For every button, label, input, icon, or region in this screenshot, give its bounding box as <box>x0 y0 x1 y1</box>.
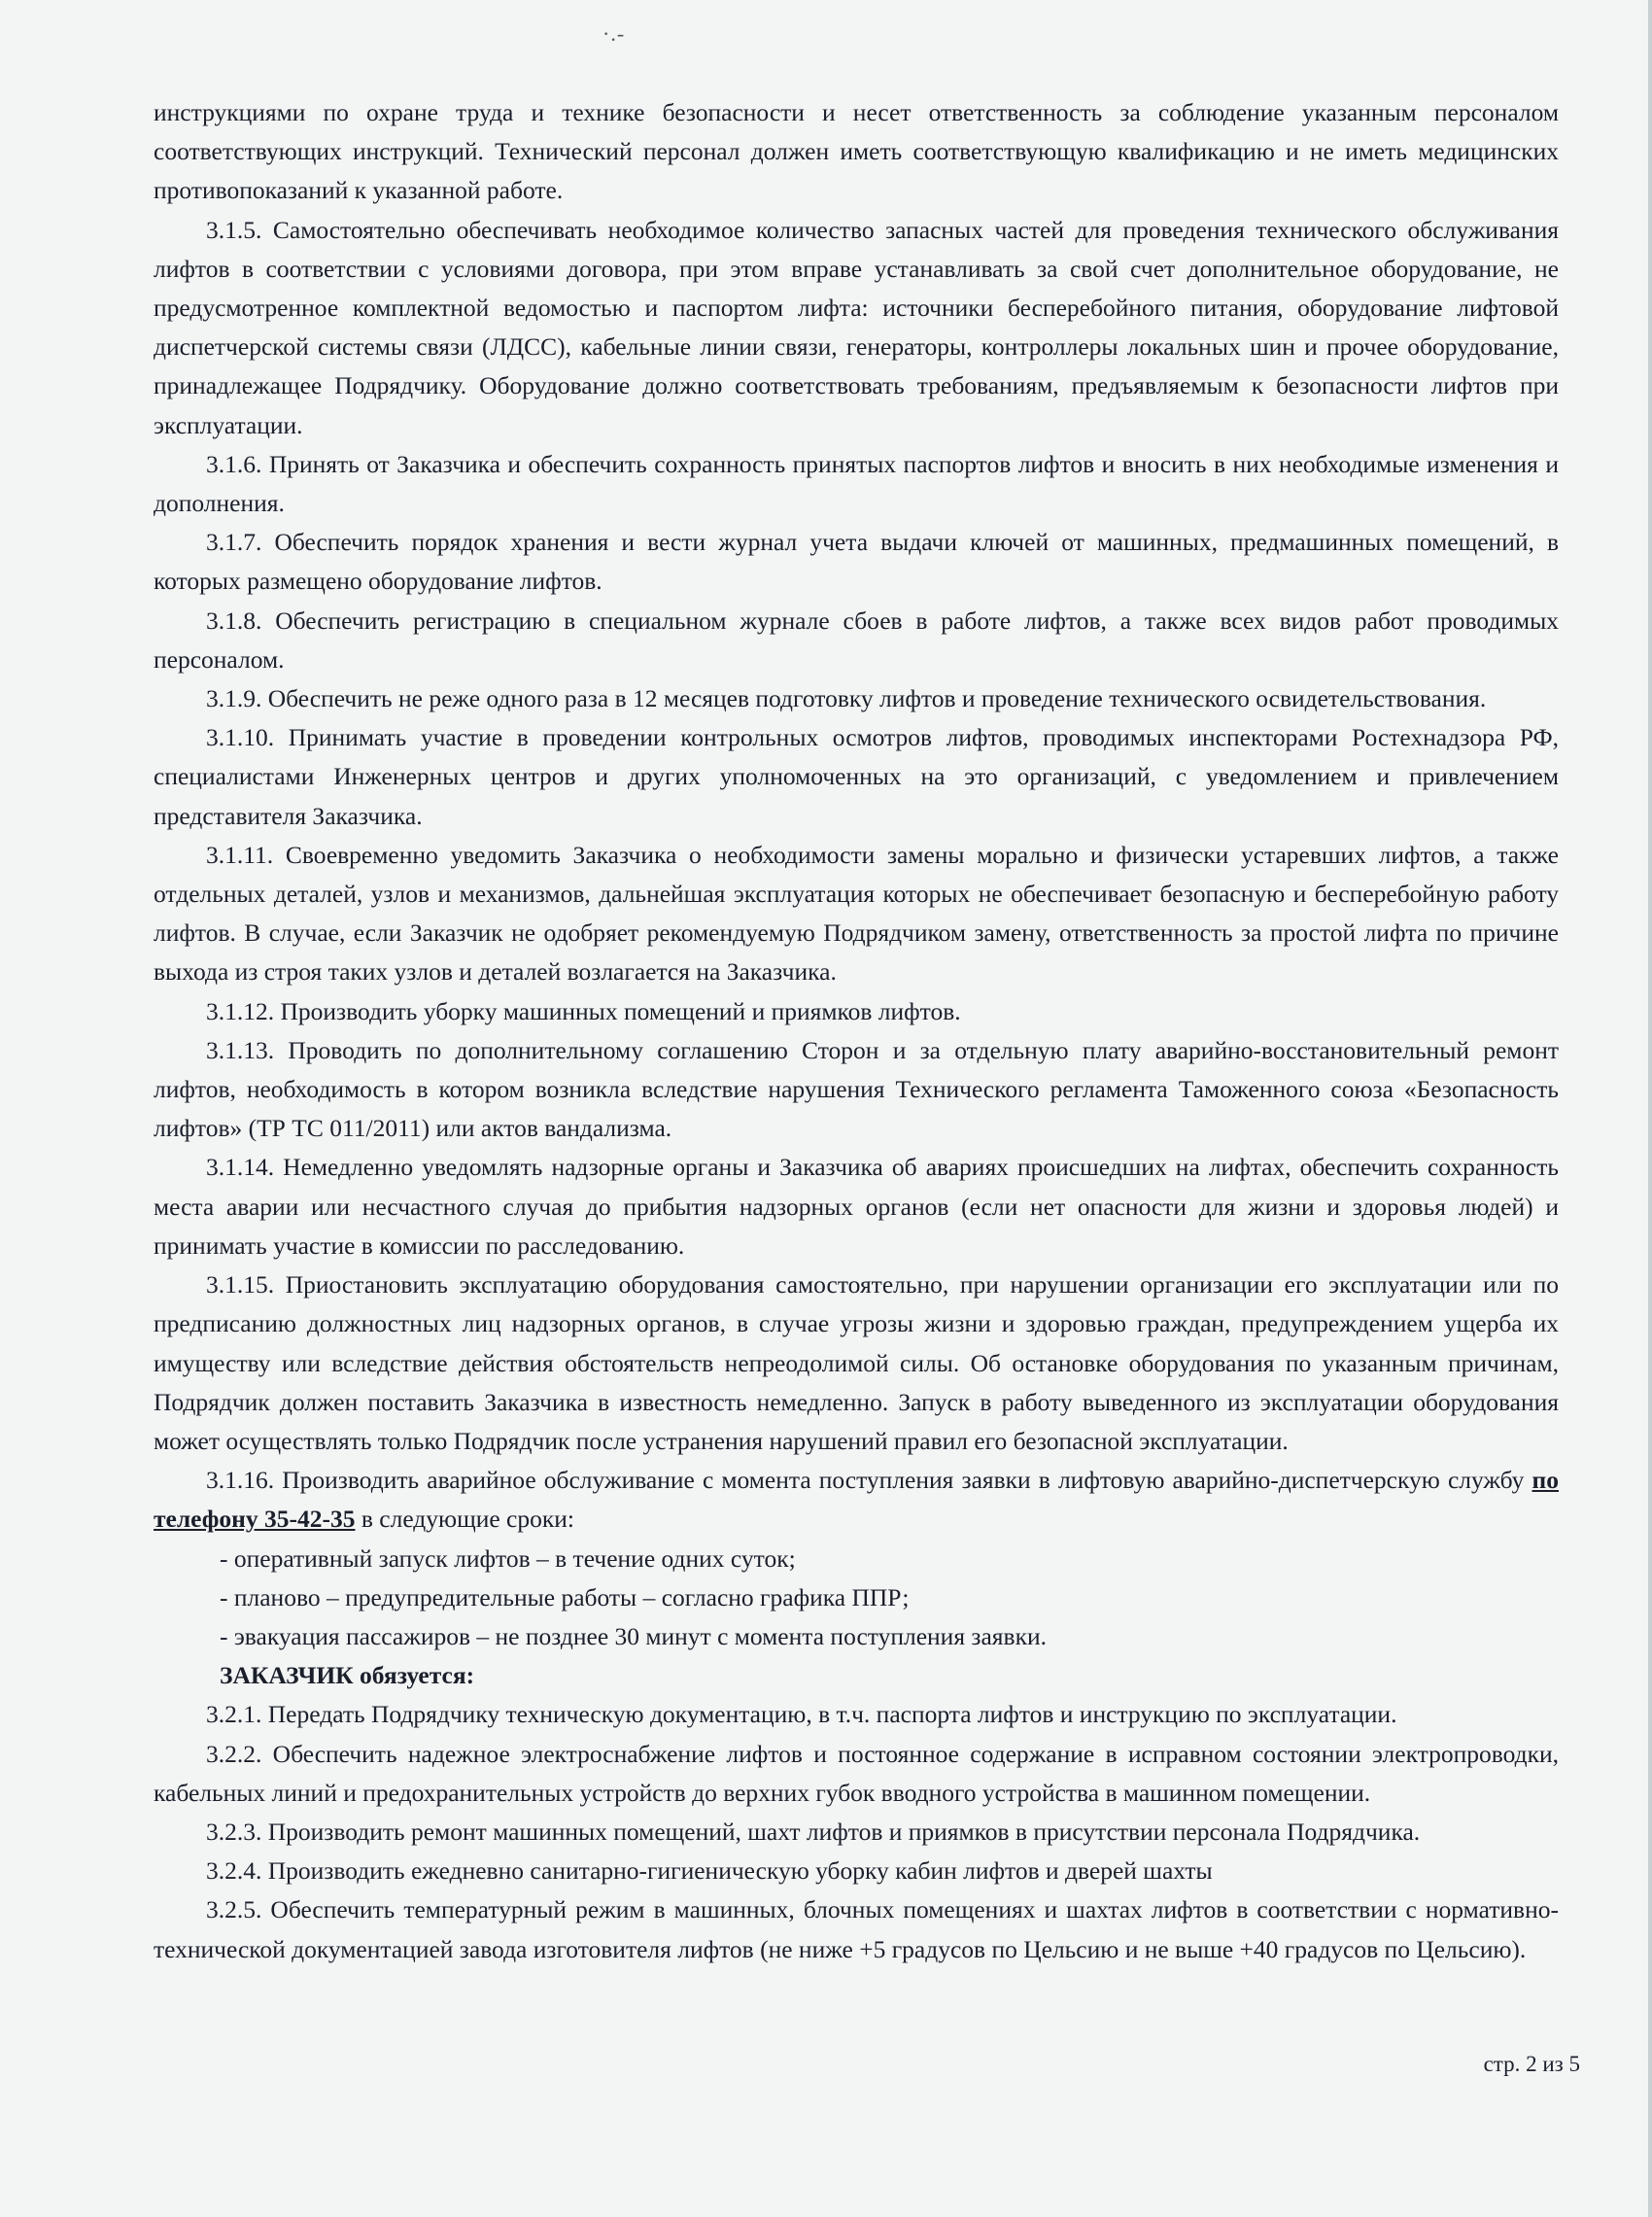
paragraph-3-1-14: 3.1.14. Немедленно уведомлять надзорные органы и Заказчика об авариях происшедших на лифтах, обеспечить сохранность места аварии или несчастного случая до прибытия надзорных органов (если нет опасности для жизни и здоровья людей) и принимать участие в комиссии по расследованию. <box>154 1153 1559 1260</box>
paragraph-3-1-10: 3.1.10. Принимать участие в проведении контрольных осмотров лифтов, проводимых инспекторами Ростехнадзора РФ, специалистами Инженерных центров и других уполномоченных на это организаций, с уведомлением и привлечением представителя Заказчика. <box>154 723 1559 830</box>
customer-heading-colon: : <box>465 1661 475 1690</box>
list-item: - оперативный запуск лифтов – в течение одних суток; <box>220 1543 796 1573</box>
page-number: стр. 2 из 5 <box>1483 2052 1580 2076</box>
paragraph-3-1-6: 3.1.6. Принять от Заказчика и обеспечить сохранность принятых паспортов лифтов и вносить в них необходимые изменения и дополнения. <box>154 449 1559 518</box>
paragraph-3-2-1: 3.2.1. Передать Подрядчику техническую документацию, в т.ч. паспорта лифтов и инструкцию по эксплуатации. <box>206 1700 1397 1729</box>
paragraph-3-2-3: 3.2.3. Производить ремонт машинных помещений, шахт лифтов и приямков в присутствии персонала Подрядчика. <box>206 1817 1421 1846</box>
p16-text-after: в следующие сроки: <box>355 1505 574 1534</box>
paragraph-3-1-11: 3.1.11. Своевременно уведомить Заказчика о необходимости замены морально и физически устаревших лифтов, а также отдельных деталей, узлов и механизмов, дальнейшая эксплуатация которых не обеспечивает безопасную и бесперебойную работу лифтов. В случае, если Заказчик не одобряет рекомендуемую Подрядчиком замену, ответственность за простой лифта по причине выхода из строя таких узлов и деталей возлагается на Заказчика. <box>154 840 1559 987</box>
paragraph-3-1-12: 3.1.12. Производить уборку машинных помещений и приямков лифтов. <box>206 996 961 1025</box>
paragraph-3-1-16 <box>154 1461 1559 1539</box>
paragraph-3-2-5: 3.2.5. Обеспечить температурный режим в машинных, блочных помещениях и шахтах лифтов в соответствии с нормативно-технической документацией завода изготовителя лифтов (не ниже +5 градусов по Цельсию и не выше +40 градусов по Цельсию). <box>154 1895 1559 1963</box>
document-body <box>154 93 1559 1969</box>
paragraph-continuation: инструкциями по охране труда и технике безопасности и несет ответственность за соблюдение указанным персоналом соответствующих инструкций. Технический персонал должен иметь соответствующую квалификацию и не иметь медицинских противопоказаний к указанной работе. <box>154 98 1559 205</box>
paragraph-3-1-8: 3.1.8. Обеспечить регистрацию в специальном журнале сбоев в работе лифтов, а также всех видов работ проводимых персоналом. <box>154 606 1559 674</box>
customer-heading <box>154 1656 1559 1695</box>
paragraph-3-2-2: 3.2.2. Обеспечить надежное электроснабжение лифтов и постоянное содержание в исправном состоянии электропроводки, кабельных линий и предохранительных устройств до верхних губок вводного устройства в машинном помещении. <box>154 1739 1559 1807</box>
customer-heading-bold: ЗАКАЗЧИК обязуется <box>220 1661 466 1690</box>
paragraph-3-1-5: 3.1.5. Самостоятельно обеспечивать необходимое количество запасных частей для проведения технического обслуживания лифтов в соответствии с условиями договора, при этом вправе устанавливать за свой счет дополнительное оборудование, не предусмотренное комплектной ведомостью и паспортом лифта: источники бесперебойного питания, оборудование лифтовой диспетчерской системы связи (ЛДСС), кабельные линии связи, генераторы, контроллеры локальных шин и прочее оборудование, принадлежащее Подрядчику. Оборудование должно соответствовать требованиям, предъявляемым к безопасности лифтов при эксплуатации. <box>154 215 1559 439</box>
scan-edge <box>1648 0 1652 2217</box>
p16-text-before: 3.1.16. Производить аварийное обслуживание с момента поступления заявки в лифтовую аварийно-диспетчерскую службу <box>206 1466 1532 1495</box>
phone-number: по телефону 35-42-35 <box>154 1466 1559 1534</box>
list-item: - планово – предупредительные работы – согласно графика ППР; <box>220 1582 910 1611</box>
paragraph-3-1-9: 3.1.9. Обеспечить не реже одного раза в 12 месяцев подготовку лифтов и проведение технического освидетельствования. <box>206 684 1487 713</box>
paragraph-3-1-13: 3.1.13. Проводить по дополнительному соглашению Сторон и за отдельную плату аварийно-восстановительный ремонт лифтов, необходимость в котором возникла вследствие нарушения Технического регламента Таможенного союза «Безопасность лифтов» (ТР ТС 011/2011) или актов вандализма. <box>154 1035 1559 1143</box>
paragraph-3-1-7: 3.1.7. Обеспечить порядок хранения и вести журнал учета выдачи ключей от машинных, предмашинных помещений, в которых размещено оборудование лифтов. <box>154 528 1559 596</box>
paragraph-3-1-15: 3.1.15. Приостановить эксплуатацию оборудования самостоятельно, при нарушении организации его эксплуатации или по предписанию должностных лиц надзорных органов, в случае угрозы жизни и здоровью граждан, предупреждением ущерба их имуществу или вследствие действия обстоятельств непреодолимой силы. Об остановке оборудования по указанным причинам, Подрядчик должен поставить Заказчика в известность немедленно. Запуск в работу выведенного из эксплуатации оборудования может осуществлять только Подрядчик после устранения нарушений правил его безопасной эксплуатации. <box>154 1270 1559 1455</box>
top-mark: ·.- <box>602 21 626 46</box>
list-item: - эвакуация пассажиров – не позднее 30 минут с момента поступления заявки. <box>220 1621 1047 1650</box>
paragraph-3-2-4: 3.2.4. Производить ежедневно санитарно-гигиеническую уборку кабин лифтов и дверей шахты <box>206 1856 1213 1886</box>
